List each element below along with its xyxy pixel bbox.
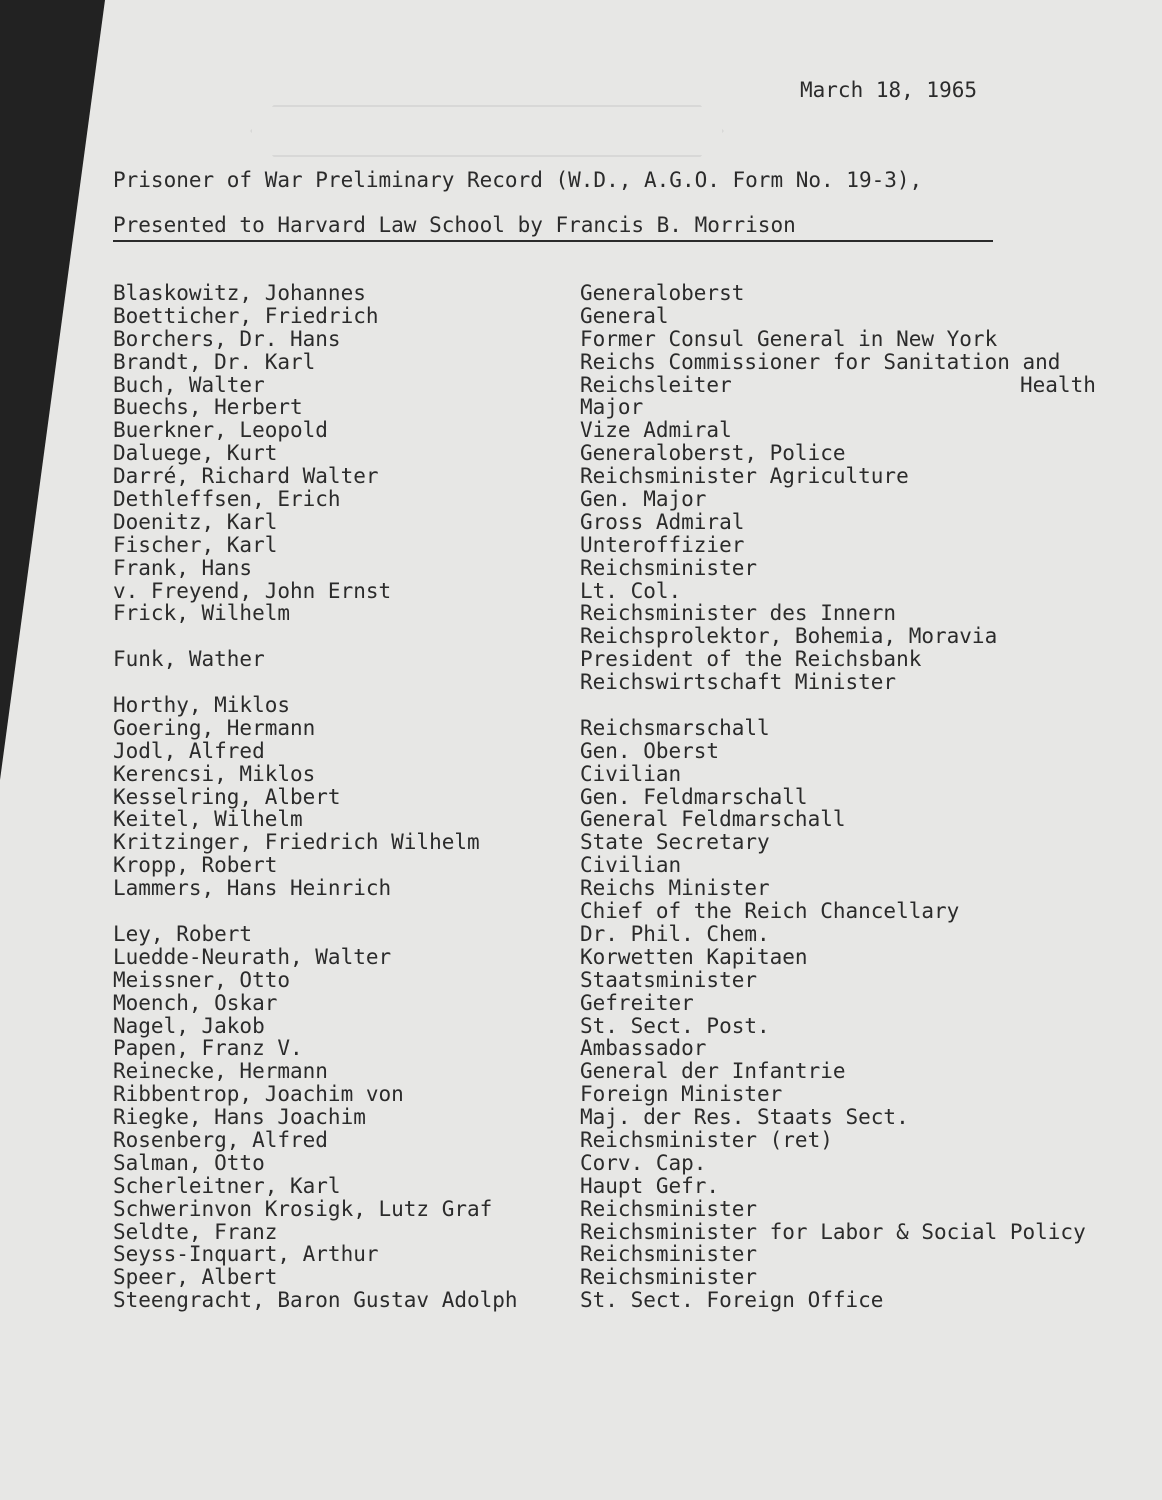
list-item [113, 1152, 1133, 1175]
prisoner-rank: General [580, 303, 669, 328]
prisoner-name: Kropp, Robert [113, 853, 278, 878]
prisoner-rank: Lt. Col. [580, 578, 682, 603]
prisoner-name: Dethleffsen, Erich [113, 487, 341, 512]
list-item [113, 282, 1133, 305]
list-item [113, 305, 1133, 328]
prisoner-rank: Reichsminister for Labor & Social Policy [580, 1219, 1086, 1244]
document-subtitle: Presented to Harvard Law School by Francis B. Morrison [113, 213, 796, 237]
prisoner-name: Kerencsi, Miklos [113, 761, 316, 786]
prisoner-rank: Foreign Minister [580, 1082, 783, 1107]
list-item [113, 511, 1133, 534]
prisoner-rank: Gen. Oberst [580, 738, 720, 763]
prisoner-name: Blaskowitz, Johannes [113, 281, 366, 305]
list-item [113, 1289, 1133, 1312]
prisoner-name: Borchers, Dr. Hans [113, 326, 341, 351]
prisoner-rank: Reichsminister Agriculture [580, 464, 909, 489]
list-item [113, 671, 1133, 694]
prisoner-name: Daluege, Kurt [113, 441, 278, 466]
prisoner-rank: Gen. Major [580, 487, 707, 512]
prisoner-name: Buerkner, Leopold [113, 418, 328, 443]
prisoner-list [113, 282, 1133, 1312]
prisoner-name: Kritzinger, Friedrich Wilhelm [113, 830, 480, 855]
prisoner-rank: Generaloberst [580, 281, 745, 305]
prisoner-name: Frank, Hans [113, 555, 253, 580]
list-item [113, 946, 1133, 969]
prisoner-rank: Reichsminister [580, 1196, 758, 1221]
list-item [113, 831, 1133, 854]
prisoner-name: Salman, Otto [113, 1150, 265, 1175]
prisoner-name: Seyss-Inquart, Arthur [113, 1242, 379, 1267]
prisoner-name: Ribbentrop, Joachim von [113, 1082, 404, 1107]
prisoner-name: Moench, Oskar [113, 990, 278, 1015]
prisoner-name: Funk, Wather [113, 647, 265, 672]
prisoner-name: Meissner, Otto [113, 967, 291, 992]
list-item [113, 992, 1133, 1015]
prisoner-rank: Reichsminister [580, 555, 758, 580]
prisoner-rank: Reichswirtschaft Minister [580, 670, 897, 695]
list-item [113, 1060, 1133, 1083]
list-item [113, 969, 1133, 992]
prisoner-rank: General der Infantrie [580, 1059, 846, 1084]
list-item [113, 328, 1133, 351]
prisoner-name: Rosenberg, Alfred [113, 1127, 328, 1152]
list-item [113, 1198, 1133, 1221]
list-item [113, 1221, 1133, 1244]
list-item [113, 1015, 1133, 1038]
list-item [113, 786, 1133, 809]
list-item [113, 648, 1133, 671]
prisoner-name: Buechs, Herbert [113, 395, 303, 420]
prisoner-rank: Reichsminister des Innern [580, 601, 897, 626]
prisoner-rank: Reichsprolektor, Bohemia, Moravia [580, 624, 998, 649]
list-item [113, 763, 1133, 786]
prisoner-name: Doenitz, Karl [113, 509, 278, 534]
prisoner-rank: Ambassador [580, 1036, 707, 1061]
list-item [113, 808, 1133, 831]
prisoner-name: Steengracht, Baron Gustav Adolph [113, 1288, 518, 1313]
prisoner-rank: Haupt Gefr. [580, 1173, 720, 1198]
list-item [113, 877, 1133, 900]
prisoner-rank: Generaloberst, Police [580, 441, 846, 466]
list-item [113, 1266, 1133, 1289]
prisoner-rank-continuation: Health [1020, 372, 1096, 397]
subtitle-underline [113, 240, 993, 242]
list-item [113, 740, 1133, 763]
prisoner-rank: Major [580, 395, 644, 420]
list-item [113, 602, 1133, 625]
prisoner-name: v. Freyend, John Ernst [113, 578, 392, 603]
prisoner-name: Darré, Richard Walter [113, 464, 379, 489]
document-date: March 18, 1965 [800, 78, 978, 102]
prisoner-name: Frick, Wilhelm [113, 601, 291, 626]
prisoner-name: Ley, Robert [113, 921, 253, 946]
prisoner-rank: Korwetten Kapitaen [580, 944, 808, 969]
prisoner-name: Scherleitner, Karl [113, 1173, 341, 1198]
prisoner-rank: Reichsminister [580, 1242, 758, 1267]
list-item [113, 1106, 1133, 1129]
prisoner-rank: Gefreiter [580, 990, 694, 1015]
prisoner-name: Riegke, Hans Joachim [113, 1105, 366, 1130]
prisoner-rank: Reichs Minister [580, 876, 770, 901]
prisoner-rank: Reichsmarschall [580, 715, 770, 740]
prisoner-rank: Reichsminister (ret) [580, 1127, 833, 1152]
prisoner-rank: Unteroffizier [580, 532, 745, 557]
prisoner-rank: Gen. Feldmarschall [580, 784, 808, 809]
prisoner-name: Seldte, Franz [113, 1219, 278, 1244]
list-item [113, 580, 1133, 603]
prisoner-name: Nagel, Jakob [113, 1013, 265, 1038]
list-item [113, 534, 1133, 557]
list-item [113, 717, 1133, 740]
prisoner-name: Boetticher, Friedrich [113, 303, 379, 328]
prisoner-name: Brandt, Dr. Karl [113, 349, 316, 374]
prisoner-rank: Staatsminister [580, 967, 758, 992]
prisoner-rank: Dr. Phil. Chem. [580, 921, 770, 946]
prisoner-rank: St. Sect. Post. [580, 1013, 770, 1038]
prisoner-rank: Vize Admiral [580, 418, 732, 443]
prisoner-rank: Chief of the Reich Chancellary [580, 899, 960, 924]
prisoner-rank: Civilian [580, 853, 682, 878]
prisoner-rank: Gross Admiral [580, 509, 745, 534]
prisoner-name: Papen, Franz V. [113, 1036, 303, 1061]
list-item [113, 1175, 1133, 1198]
list-item [113, 1083, 1133, 1106]
list-item [113, 419, 1133, 442]
prisoner-rank: St. Sect. Foreign Office [580, 1288, 884, 1313]
list-item [113, 923, 1133, 946]
list-item [113, 900, 1133, 923]
list-item [113, 557, 1133, 580]
list-item [113, 1243, 1133, 1266]
prisoner-name: Reinecke, Hermann [113, 1059, 328, 1084]
list-item [113, 625, 1133, 648]
prisoner-name: Keitel, Wilhelm [113, 807, 303, 832]
prisoner-rank: Reichsleiter [580, 372, 732, 397]
list-item [113, 374, 1133, 397]
prisoner-rank: Reichs Commissioner for Sanitation and [580, 349, 1061, 374]
prisoner-rank: Former Consul General in New York [580, 326, 998, 351]
list-item [113, 442, 1133, 465]
prisoner-name: Luedde-Neurath, Walter [113, 944, 392, 969]
prisoner-name: Horthy, Miklos [113, 693, 291, 718]
list-item [113, 694, 1133, 717]
list-item [113, 465, 1133, 488]
list-item [113, 1037, 1133, 1060]
watermark-banner [250, 105, 724, 157]
prisoner-name: Fischer, Karl [113, 532, 278, 557]
prisoner-rank: State Secretary [580, 830, 770, 855]
list-item [113, 488, 1133, 511]
prisoner-rank: Civilian [580, 761, 682, 786]
prisoner-rank: Corv. Cap. [580, 1150, 707, 1175]
prisoner-name: Speer, Albert [113, 1265, 278, 1290]
prisoner-name: Goering, Hermann [113, 715, 316, 740]
prisoner-name: Lammers, Hans Heinrich [113, 876, 392, 901]
list-item [113, 396, 1133, 419]
prisoner-name: Jodl, Alfred [113, 738, 265, 763]
prisoner-rank: Maj. der Res. Staats Sect. [580, 1105, 909, 1130]
prisoner-rank: Reichsminister [580, 1265, 758, 1290]
prisoner-name: Schwerinvon Krosigk, Lutz Graf [113, 1196, 493, 1221]
prisoner-rank: General Feldmarschall [580, 807, 846, 832]
prisoner-rank: President of the Reichsbank [580, 647, 922, 672]
list-item [113, 1129, 1133, 1152]
prisoner-name: Kesselring, Albert [113, 784, 341, 809]
list-item [113, 854, 1133, 877]
list-item [113, 351, 1133, 374]
document-title: Prisoner of War Preliminary Record (W.D., A.G.O. Form No. 19-3), [113, 168, 923, 192]
prisoner-name: Buch, Walter [113, 372, 265, 397]
